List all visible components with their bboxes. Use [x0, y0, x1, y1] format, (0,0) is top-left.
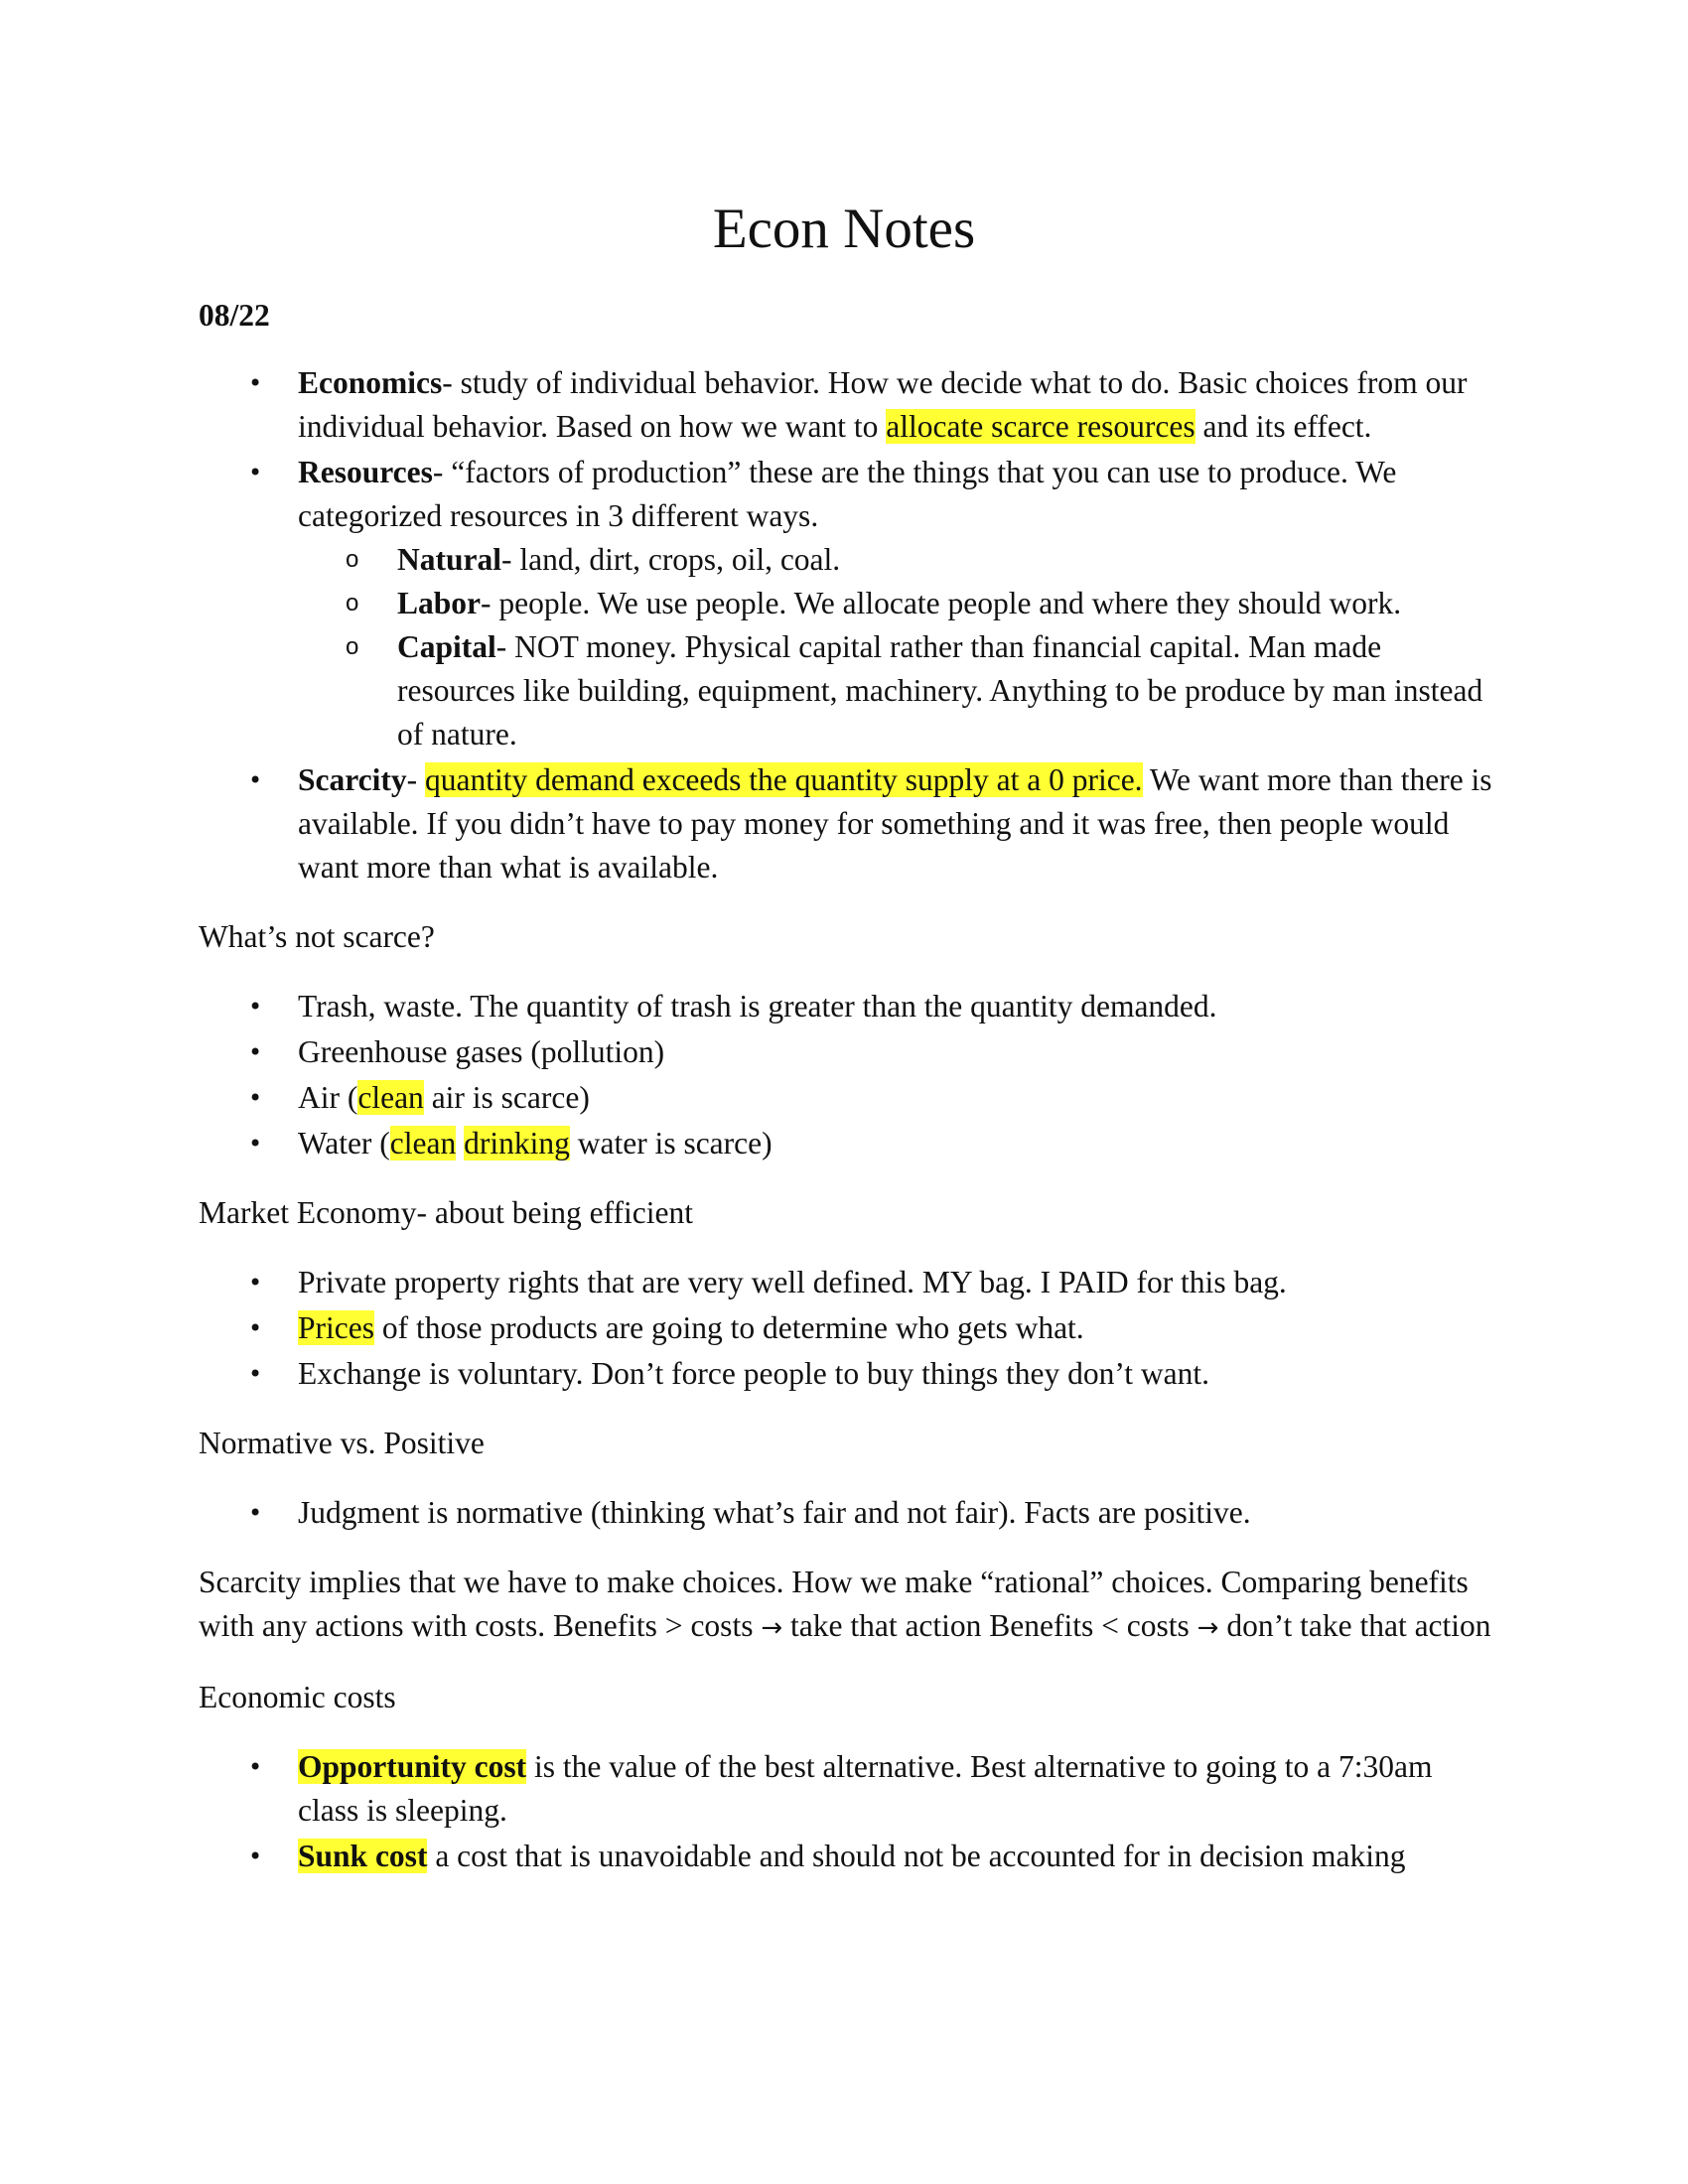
highlight-drinking: drinking	[464, 1126, 570, 1160]
highlight-opportunity-cost: Opportunity cost	[298, 1749, 527, 1784]
highlight-clean: clean	[357, 1080, 424, 1115]
list-item-opportunity-cost	[199, 1745, 1499, 1833]
term-capital: Capital	[397, 629, 496, 664]
list-item-economics	[199, 361, 1499, 449]
scarcity-paragraph	[199, 1561, 1499, 1650]
list-item-sunk-cost	[199, 1835, 1499, 1878]
sub-item-labor	[298, 582, 1499, 625]
scarcity-para-b: take that action Benefits < costs	[782, 1608, 1197, 1643]
resources-sublist	[298, 538, 1499, 756]
natural-text: - land, dirt, crops, oil, coal.	[501, 542, 841, 577]
scarcity-para-c: don’t take that action	[1218, 1608, 1491, 1643]
scarcity-para-a: Scarcity implies that we have to make choices. How we make “rational” choices. Comparing benefits with any actions with costs. Benefits > costs	[199, 1565, 1469, 1643]
list-item	[199, 1122, 1499, 1165]
list-item	[199, 1076, 1499, 1120]
capital-text: - NOT money. Physical capital rather than financial capital. Man made resources like building, equipment, machinery. Anything to be produce by man instead of nature.	[397, 629, 1483, 751]
heading-economic-costs: Economic costs	[199, 1680, 396, 1714]
not-scarce-list	[199, 985, 1499, 1165]
water-text-b: water is scarce)	[569, 1126, 773, 1160]
sunk-cost-text: a cost that is unavoidable and should not be accounted for in decision making	[427, 1839, 1406, 1873]
right-arrow-icon: →	[1196, 1613, 1219, 1643]
date-heading: 08/22	[199, 298, 270, 333]
term-economics: Economics	[298, 365, 443, 400]
term-natural: Natural	[397, 542, 501, 577]
list-item-scarcity	[199, 758, 1499, 889]
highlight-allocate-scarce-resources: allocate scarce resources	[886, 409, 1196, 444]
normative-list	[199, 1491, 1499, 1535]
heading-not-scarce: What’s not scarce?	[199, 919, 435, 954]
heading-market-economy: Market Economy- about being efficient	[199, 1195, 694, 1230]
costs-list	[199, 1745, 1499, 1878]
air-text-b: air is scarce)	[423, 1080, 590, 1115]
document-title: Econ Notes	[712, 198, 976, 260]
economics-text-2: and its effect.	[1195, 409, 1372, 444]
term-scarcity: Scarcity	[298, 762, 407, 797]
market-list	[199, 1261, 1499, 1396]
term-labor: Labor	[397, 586, 482, 620]
opportunity-cost-text: is the value of the best alternative. Best alternative to going to a 7:30am class is sleeping.	[298, 1749, 1433, 1828]
list-item: • Private property rights that are very well defined. MY bag. I PAID for this bag.	[199, 1261, 1499, 1304]
list-item: • Trash, waste. The quantity of trash is greater than the quantity demanded.	[199, 985, 1499, 1028]
list-item-resources	[199, 451, 1499, 756]
scarcity-dash: -	[406, 762, 426, 797]
highlight-clean: clean	[389, 1126, 457, 1160]
definitions-list	[199, 361, 1499, 889]
resources-text: - “factors of production” these are the things that you can use to produce. We categorized resources in 3 different ways.	[298, 455, 1397, 533]
economics-text-1: - study of individual behavior. How we decide what to do. Basic choices from our individual behavior. Based on how we want to	[298, 365, 1468, 444]
list-item: • Exchange is voluntary. Don’t force people to buy things they don’t want.	[199, 1352, 1499, 1396]
scarcity-text: We want more than there is available. If you didn’t have to pay money for something and it was free, then people would want more than what is available.	[298, 762, 1492, 885]
list-item: • Greenhouse gases (pollution)	[199, 1030, 1499, 1074]
highlight-sunk-cost: Sunk cost	[298, 1839, 428, 1873]
heading-normative-positive: Normative vs. Positive	[199, 1426, 485, 1460]
air-text-a: Air (	[298, 1080, 358, 1115]
right-arrow-icon: →	[761, 1613, 783, 1643]
labor-text: - people. We use people. We allocate people and where they should work.	[481, 586, 1402, 620]
document-body	[199, 294, 1499, 1880]
water-text-a: Water (	[298, 1126, 390, 1160]
highlight-prices: Prices	[298, 1310, 374, 1345]
sub-item-natural	[298, 538, 1499, 582]
prices-text: of those products are going to determine who gets what.	[373, 1310, 1084, 1345]
highlight-scarcity-definition: quantity demand exceeds the quantity supply at a 0 price.	[425, 762, 1143, 797]
list-item	[199, 1306, 1499, 1350]
sub-item-capital	[298, 625, 1499, 756]
term-resources: Resources	[298, 455, 433, 489]
list-item: • Judgment is normative (thinking what’s fair and not fair). Facts are positive.	[199, 1491, 1499, 1535]
